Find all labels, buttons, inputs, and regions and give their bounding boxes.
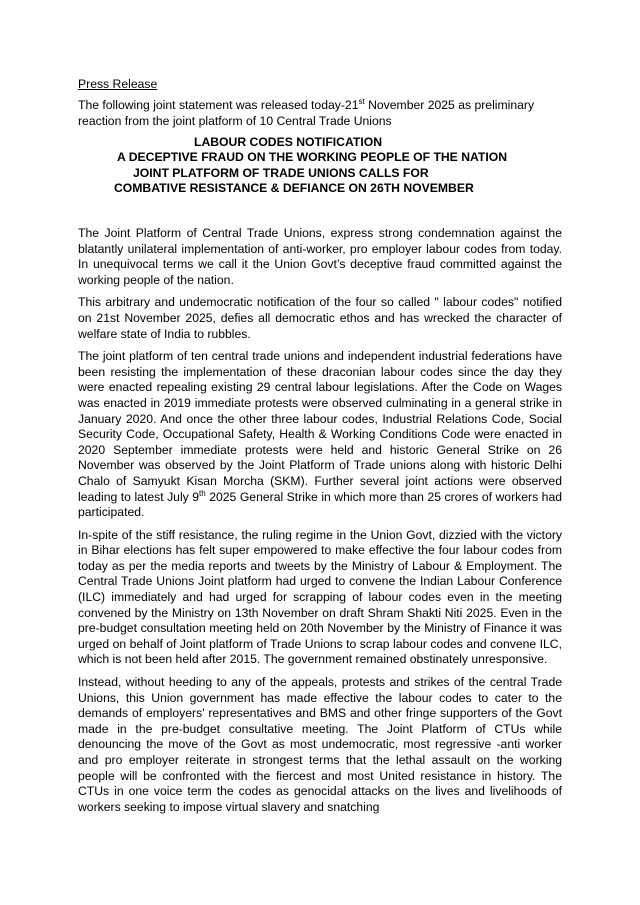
paragraph-history-date-suffix: th [199, 488, 206, 498]
headline-line-1: LABOUR CODES NOTIFICATION [194, 135, 382, 150]
headline-line-3: JOINT PLATFORM OF TRADE UNIONS CALLS FOR [133, 165, 429, 180]
paragraph-history-start: The joint platform of ten central trade unions and independent industrial federations have been resisting the implementation of these draconian labour codes since the day they were enacted repealing existing 29 central labour legislations. After the Code on Wages was enacted in 2019 immediate protests were observed culminating in a general strike in January 2020. And once the other three labour codes, Industrial Relations Code, Social Security Code, Occupational Safety, Health & Working Conditions Code were enacted in 2020 September immediate protests were held and historic General Strike on 26 November was observed by the Joint Platform of Trade unions along with historic Delhi Chalo of Samyukt Kisan Morcha (SKM). Further several joint actions were observed leading to latest July 9 [78, 349, 562, 504]
paragraph-condemnation: The Joint Platform of Central Trade Unions, express strong condemnation against the blatantly unilateral implementation of anti-worker, pro employer labour codes from today. In unequivocal terms we call it the Union Govt’s deceptive fraud committed against the working people of the nation. [78, 226, 562, 287]
statement-body [78, 226, 562, 815]
paragraph-denouncement: Instead, without heeding to any of the appeals, protests and strikes of the central Trade Unions, this Union government has made effective the labour codes to cater to the demands of employers' representatives and BMS and other fringe supporters of the Govt made in the pre-budget consultative meeting. The Joint Platform of CTUs while denouncing the move of the Govt as most undemocratic, most regressive -anti worker and pro employer reiterate in strongest terms that the lethal assault on the working people will be confronted with the fiercest and most United resistance in history. The CTUs in one voice term the codes as genocidal attacks on the lives and livelihoods of workers seeking to impose virtual slavery and snatching [78, 675, 562, 814]
paragraph-history [78, 349, 562, 521]
paragraph-history-end: 2025 General Strike in which more than 25 crores of workers had participated. [78, 489, 562, 520]
intro-paragraph [78, 98, 562, 129]
document-page [78, 76, 562, 822]
press-release-label: Press Release [78, 77, 158, 91]
headline-line-2: A DECEPTIVE FRAUD ON THE WORKING PEOPLE OF THE NATION [117, 150, 508, 165]
intro-text-end: November 2025 as preliminary reaction from the joint platform of 10 Central Trade Unions [78, 98, 535, 128]
headline-block [78, 135, 562, 196]
intro-date-suffix: st [358, 96, 365, 106]
paragraph-notification: This arbitrary and undemocratic notification of the four so called " labour codes" notified on 21st November 2025, defies all democratic ethos and has wrecked the character of welfare state of India to rubbles. [78, 295, 562, 341]
intro-text-start: The following joint statement was released today-21 [78, 98, 359, 112]
headline-line-4: COMBATIVE RESISTANCE & DEFIANCE ON 26TH NOVEMBER [114, 180, 474, 195]
paragraph-resistance: In-spite of the stiff resistance, the ruling regime in the Union Govt, dizzied with the victory in Bihar elections has felt super empowered to make effective the four labour codes from today as per the media reports and tweets by the Ministry of Labour & Employment. The Central Trade Unions Joint platform had urged to convene the Indian Labour Conference (ILC) immediately and had urged for scrapping of labour codes even in the meeting convened by the Ministry on 13th November on draft Shram Shakti Niti 2025. Even in the pre-budget consultation meeting held on 20th November by the Ministry of Finance it was urged on behalf of Joint platform of Trade Unions to scrap labour codes and convene ILC, which is not been held after 2015. The government remained obstinately unresponsive. [78, 527, 562, 667]
